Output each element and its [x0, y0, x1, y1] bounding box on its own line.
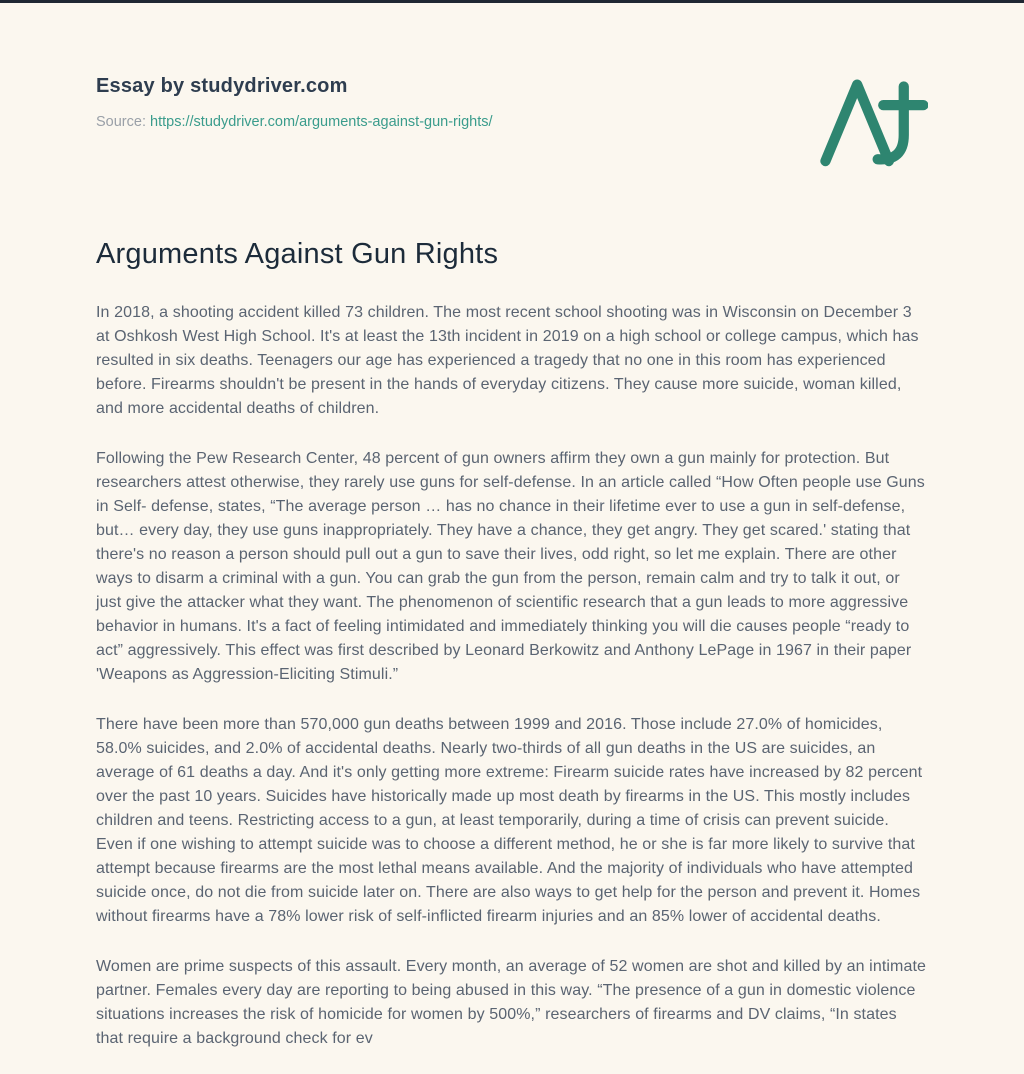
- source-link[interactable]: https://studydriver.com/arguments-against-gun-rights/: [150, 114, 493, 130]
- essay-paragraph: Women are prime suspects of this assault. Every month, an average of 52 women are shot and killed by an intimate partner. Females every day are reporting to being abused in this way. “The presence of a gun in domestic violence situations increases the risk of homicide for women by 500%,” researchers of firearms and DV claims, “In states that require a background check for ev: [96, 958, 926, 1047]
- document-header: [96, 3, 928, 130]
- essay-paragraph: Following the Pew Research Center, 48 percent of gun owners affirm they own a gun mainly for protection. But researchers attest otherwise, they rarely use guns for self-defense. In an article called “How Often people use Guns in Self- defense, states, “The average person … has no chance in their lifetime ever to use a gun in self-defense, but… every day, they use guns inappropriately. They have a chance, they get angry. They get scared.' stating that there's no reason a person should pull out a gun to save their lives, odd right, so let me explain. There are other ways to disarm a criminal with a gun. You can grab the gun from the person, remain calm and try to talk it out, or just give the attacker what they want. The phenomenon of scientific research that a gun leads to more aggressive behavior in humans. It's a fact of feeling intimidated and immediately thinking you will die causes people “ready to act” aggressively. This effect was first described by Leonard Berkowitz and Anthony LePage in 1967 in their paper 'Weapons as Aggression-Eliciting Stimuli.”: [96, 450, 925, 683]
- essay-body: [96, 301, 928, 1051]
- source-line: [96, 114, 928, 130]
- essay-byline: Essay by studydriver.com: [96, 75, 348, 97]
- studydriver-logo-icon: [818, 71, 928, 171]
- essay-paragraph: In 2018, a shooting accident killed 73 children. The most recent school shooting was in Wisconsin on December 3 at Oshkosh West High School. It's at least the 13th incident in 2019 on a high school or college campus, which has resulted in six deaths. Teenagers our age has experienced a tragedy that no one in this room has experienced before. Firearms shouldn't be present in the hands of everyday citizens. They cause more suicide, woman killed, and more accidental deaths of children.: [96, 304, 919, 417]
- essay-title: Arguments Against Gun Rights: [96, 238, 499, 270]
- essay-paragraph: There have been more than 570,000 gun deaths between 1999 and 2016. Those include 27.0% of homicides, 58.0% suicides, and 2.0% of accidental deaths. Nearly two-thirds of all gun deaths in the US are suicides, an average of 61 deaths a day. And it's only getting more extreme: Firearm suicide rates have increased by 82 percent over the past 10 years. Suicides have historically made up most death by firearms in the US. This mostly includes children and teens. Restricting access to a gun, at least temporarily, during a time of crisis can prevent suicide. Even if one wishing to attempt suicide was to choose a different method, he or she is far more likely to survive that attempt because firearms are the most lethal means available. And the majority of individuals who have attempted suicide once, do not die from suicide later on. There are also ways to get help for the person and prevent it. Homes without firearms have a 78% lower risk of self-inflicted firearm injuries and an 85% lower of accidental deaths.: [96, 716, 923, 925]
- source-label: Source:: [96, 114, 146, 130]
